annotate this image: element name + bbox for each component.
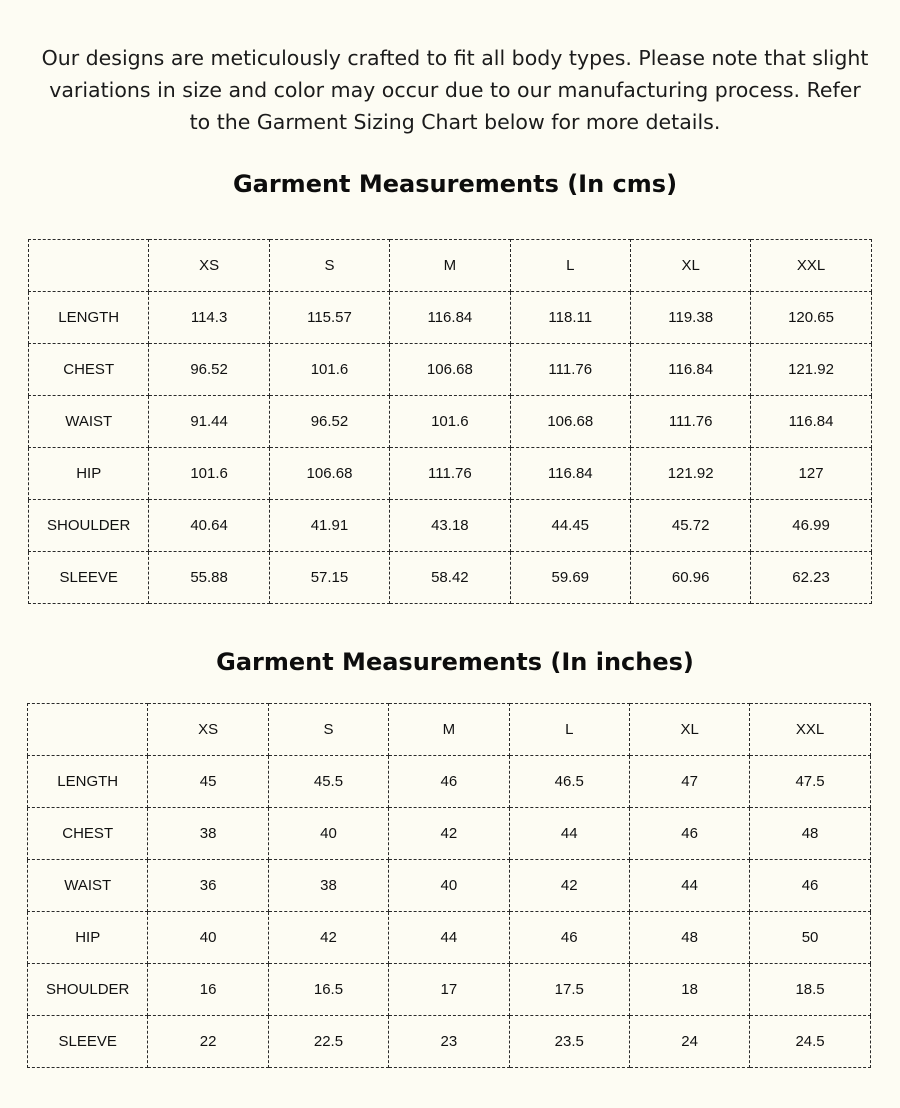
table-cell: 46 <box>509 912 629 964</box>
size-header: L <box>510 240 630 292</box>
row-label: LENGTH <box>28 756 148 808</box>
table-cell: 101.6 <box>390 396 510 448</box>
table-cell: 116.84 <box>751 396 871 448</box>
cm-table-title: Garment Measurements (In cms) <box>232 170 678 198</box>
table-row <box>29 552 872 604</box>
row-label: HIP <box>28 912 148 964</box>
row-label: WAIST <box>28 860 148 912</box>
row-label: SLEEVE <box>29 552 149 604</box>
table-cell: 45.72 <box>630 500 750 552</box>
table-row <box>29 292 872 344</box>
cm-size-table <box>28 239 872 604</box>
size-header: M <box>390 240 510 292</box>
table-cell: 40 <box>268 808 388 860</box>
table-row <box>28 964 871 1016</box>
table-cell: 16.5 <box>268 964 388 1016</box>
table-row <box>28 912 871 964</box>
table-cell: 17 <box>389 964 509 1016</box>
table-cell: 60.96 <box>630 552 750 604</box>
table-cell: 23.5 <box>509 1016 629 1068</box>
table-cell: 111.76 <box>630 396 750 448</box>
table-cell: 47 <box>629 756 749 808</box>
table-cell: 120.65 <box>751 292 871 344</box>
table-cell: 116.84 <box>390 292 510 344</box>
table-cell: 101.6 <box>149 448 269 500</box>
table-cell: 22.5 <box>268 1016 388 1068</box>
table-cell: 24.5 <box>750 1016 870 1068</box>
row-label: CHEST <box>29 344 149 396</box>
size-header: XXL <box>750 704 870 756</box>
table-row <box>28 808 871 860</box>
table-row <box>29 396 872 448</box>
table-row <box>29 500 872 552</box>
corner-cell <box>29 240 149 292</box>
table-row <box>28 860 871 912</box>
table-cell: 46 <box>629 808 749 860</box>
table-cell: 118.11 <box>510 292 630 344</box>
table-cell: 23 <box>389 1016 509 1068</box>
table-cell: 106.68 <box>269 448 389 500</box>
table-cell: 46 <box>750 860 870 912</box>
table-cell: 44.45 <box>510 500 630 552</box>
table-row <box>29 344 872 396</box>
table-cell: 42 <box>268 912 388 964</box>
table-cell: 115.57 <box>269 292 389 344</box>
table-cell: 40 <box>148 912 268 964</box>
table-cell: 50 <box>750 912 870 964</box>
corner-cell <box>28 704 148 756</box>
size-header: L <box>509 704 629 756</box>
table-cell: 114.3 <box>149 292 269 344</box>
row-label: SHOULDER <box>28 964 148 1016</box>
table-cell: 42 <box>389 808 509 860</box>
table-cell: 47.5 <box>750 756 870 808</box>
table-cell: 44 <box>389 912 509 964</box>
size-header: XL <box>630 240 750 292</box>
table-cell: 40.64 <box>149 500 269 552</box>
row-label: HIP <box>29 448 149 500</box>
table-cell: 121.92 <box>630 448 750 500</box>
table-cell: 59.69 <box>510 552 630 604</box>
inch-size-table <box>27 703 871 1068</box>
size-header: M <box>389 704 509 756</box>
row-label: SHOULDER <box>29 500 149 552</box>
table-row <box>28 1016 871 1068</box>
table-cell: 42 <box>509 860 629 912</box>
table-cell: 38 <box>268 860 388 912</box>
table-header-row <box>28 704 871 756</box>
intro-text: Our designs are meticulously crafted to fit all body types. Please note that slight variations in size and color may occur due to our manufacturing process. Refer to the Garment Sizing Chart below for more details. <box>41 46 869 134</box>
table-cell: 111.76 <box>390 448 510 500</box>
inch-table-title: Garment Measurements (In inches) <box>216 648 694 676</box>
table-cell: 45.5 <box>268 756 388 808</box>
size-header: S <box>268 704 388 756</box>
table-cell: 45 <box>148 756 268 808</box>
table-cell: 40 <box>389 860 509 912</box>
table-cell: 44 <box>509 808 629 860</box>
row-label: WAIST <box>29 396 149 448</box>
table-cell: 46.99 <box>751 500 871 552</box>
table-cell: 48 <box>629 912 749 964</box>
table-cell: 96.52 <box>149 344 269 396</box>
table-header-row <box>29 240 872 292</box>
table-cell: 46 <box>389 756 509 808</box>
table-cell: 16 <box>148 964 268 1016</box>
table-cell: 18 <box>629 964 749 1016</box>
table-cell: 55.88 <box>149 552 269 604</box>
table-cell: 106.68 <box>390 344 510 396</box>
table-cell: 106.68 <box>510 396 630 448</box>
size-header: XS <box>149 240 269 292</box>
table-cell: 116.84 <box>630 344 750 396</box>
table-cell: 44 <box>629 860 749 912</box>
size-header: XL <box>629 704 749 756</box>
table-cell: 121.92 <box>751 344 871 396</box>
table-cell: 18.5 <box>750 964 870 1016</box>
size-header: XS <box>148 704 268 756</box>
table-row <box>29 448 872 500</box>
table-cell: 62.23 <box>751 552 871 604</box>
table-cell: 41.91 <box>269 500 389 552</box>
row-label: SLEEVE <box>28 1016 148 1068</box>
table-cell: 119.38 <box>630 292 750 344</box>
size-header: XXL <box>751 240 871 292</box>
table-cell: 116.84 <box>510 448 630 500</box>
table-cell: 58.42 <box>390 552 510 604</box>
table-cell: 127 <box>751 448 871 500</box>
size-header: S <box>269 240 389 292</box>
table-cell: 17.5 <box>509 964 629 1016</box>
table-row <box>28 756 871 808</box>
row-label: LENGTH <box>29 292 149 344</box>
table-cell: 48 <box>750 808 870 860</box>
table-cell: 57.15 <box>269 552 389 604</box>
table-cell: 24 <box>629 1016 749 1068</box>
table-cell: 91.44 <box>149 396 269 448</box>
table-cell: 96.52 <box>269 396 389 448</box>
table-cell: 22 <box>148 1016 268 1068</box>
row-label: CHEST <box>28 808 148 860</box>
table-cell: 101.6 <box>269 344 389 396</box>
table-cell: 38 <box>148 808 268 860</box>
table-cell: 43.18 <box>390 500 510 552</box>
table-cell: 36 <box>148 860 268 912</box>
table-cell: 46.5 <box>509 756 629 808</box>
table-cell: 111.76 <box>510 344 630 396</box>
